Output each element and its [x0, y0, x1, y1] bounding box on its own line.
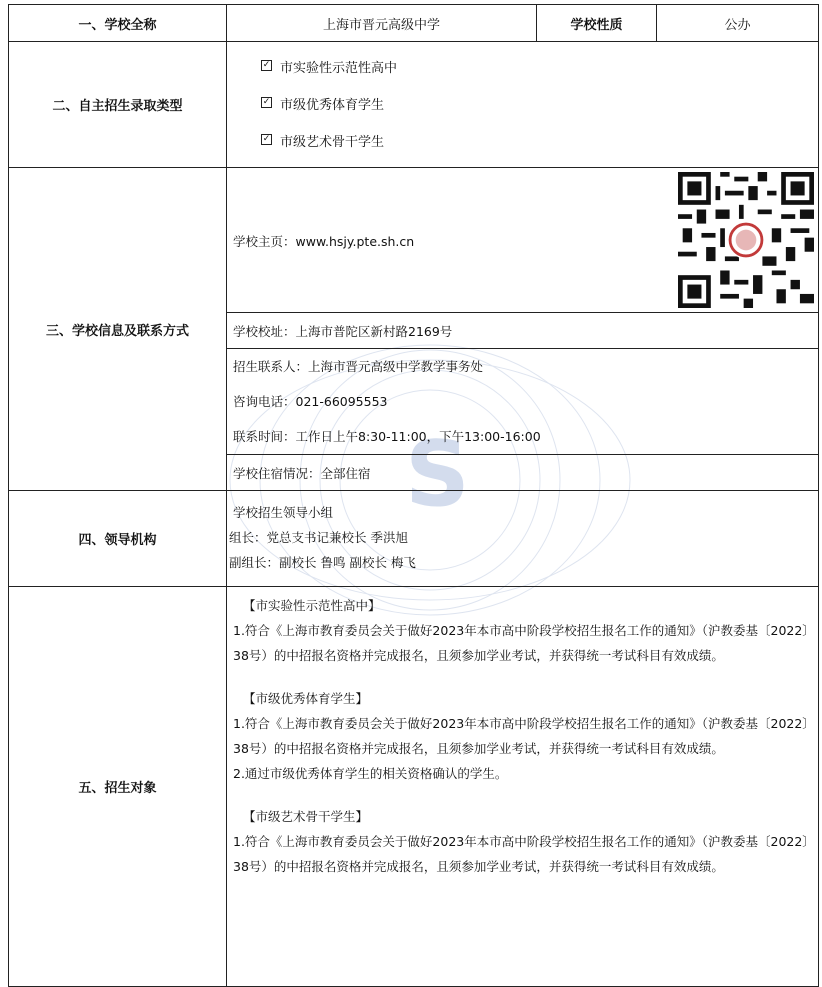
school-name-label: 一、学校全称	[9, 5, 227, 42]
target-item: 2.通过市级优秀体育学生的相关资格确认的学生。	[233, 766, 508, 781]
leadership-line: 组长：党总支书记兼校长 季洪旭	[229, 530, 408, 545]
admission-type-list	[227, 42, 819, 168]
admission-type-text: 市级优秀体育学生	[280, 98, 385, 113]
school-nature-value: 公办	[657, 5, 819, 42]
homepage-cell	[227, 168, 819, 313]
housing-text: 学校住宿情况：全部住宿	[227, 455, 819, 491]
leadership-line: 学校招生领导小组	[233, 505, 334, 520]
contact-person-text: 招生联系人：上海市晋元高级中学教学事务处	[233, 359, 484, 374]
admission-type-item	[261, 122, 818, 159]
target-section-title: 【市级艺术骨干学生】	[243, 809, 369, 824]
target-item: 1.符合《上海市教育委员会关于做好2023年本市高中阶段学校招生报名工作的通知》（沪教委基〔2022〕38号）的中招报名资格并完成报名，且须参加学业考试，并获得统一考试科目有效成绩。	[233, 716, 809, 756]
admission-type-text: 市实验性示范性高中	[280, 61, 398, 76]
contact-hours-text: 联系时间：工作日上午8:30-11:00，下午13:00-16:00	[233, 429, 541, 444]
checkbox-checked-icon: ✓	[262, 97, 271, 107]
enrollment-info-table	[8, 4, 819, 987]
admission-type-text: 市级艺术骨干学生	[280, 135, 385, 150]
contact-block	[227, 349, 819, 455]
address-text: 学校校址：上海市普陀区新村路2169号	[227, 313, 819, 349]
target-section-title: 【市级优秀体育学生】	[243, 691, 369, 706]
qr-code-icon	[678, 172, 814, 308]
checkbox-checked-icon: ✓	[262, 60, 271, 70]
school-nature-label: 学校性质	[537, 5, 657, 42]
admission-type-item	[261, 48, 818, 85]
checkbox-checked-icon: ✓	[262, 134, 271, 144]
school-name-value: 上海市晋元高级中学	[227, 5, 537, 42]
leadership-block	[227, 491, 819, 587]
svg-text:S: S	[405, 422, 470, 527]
target-item: 1.符合《上海市教育委员会关于做好2023年本市高中阶段学校招生报名工作的通知》（沪教委基〔2022〕38号）的中招报名资格并完成报名，且须参加学业考试，并获得统一考试科目有效成绩。	[233, 623, 809, 663]
leadership-line: 副组长：副校长 鲁鸣 副校长 梅飞	[229, 555, 416, 570]
admission-type-item	[261, 85, 818, 122]
admission-targets-label: 五、招生对象	[9, 587, 227, 987]
admission-type-label: 二、自主招生录取类型	[9, 42, 227, 168]
admission-targets-block	[227, 587, 819, 987]
phone-text: 咨询电话：021-66095553	[233, 394, 388, 409]
target-section-title: 【市实验性示范性高中】	[243, 598, 381, 613]
target-item: 1.符合《上海市教育委员会关于做好2023年本市高中阶段学校招生报名工作的通知》（沪教委基〔2022〕38号）的中招报名资格并完成报名，且须参加学业考试，并获得统一考试科目有效成绩。	[233, 834, 809, 874]
homepage-text: 学校主页：www.hsjy.pte.sh.cn	[233, 234, 415, 249]
school-info-label: 三、学校信息及联系方式	[9, 168, 227, 491]
leadership-label: 四、领导机构	[9, 491, 227, 587]
